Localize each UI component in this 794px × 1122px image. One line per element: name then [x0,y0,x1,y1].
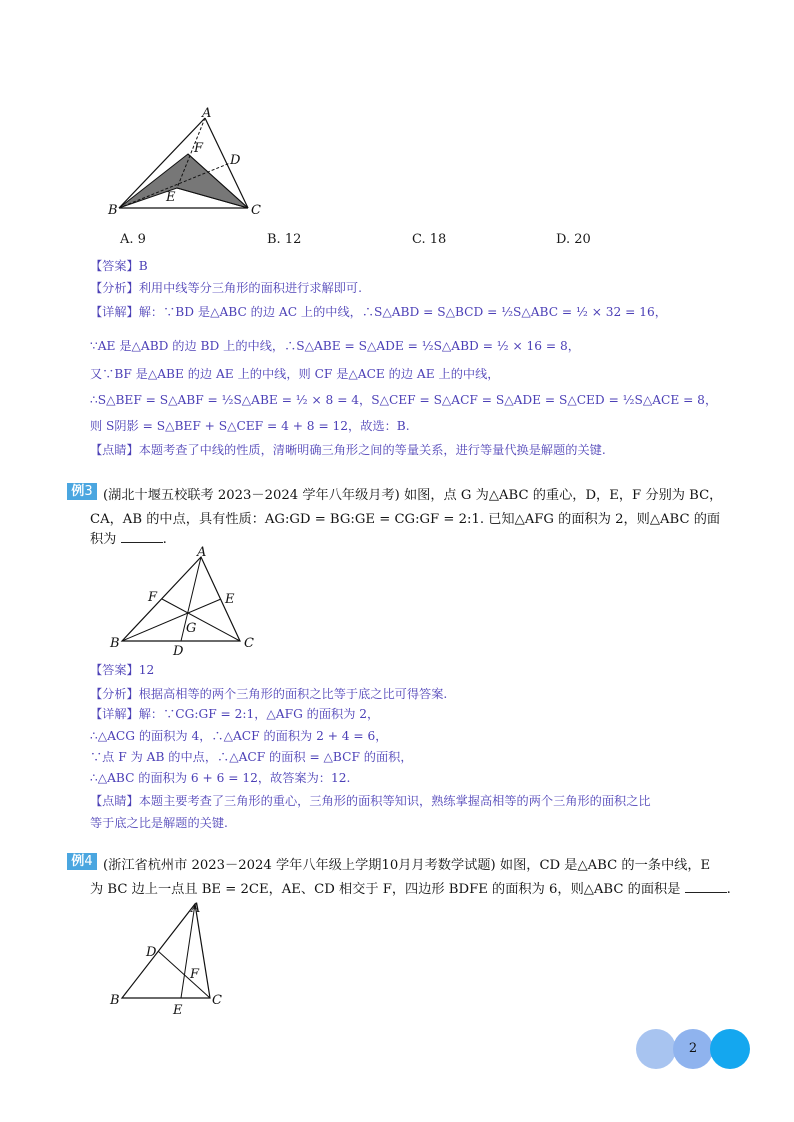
detail-line-3: ∵点 F 为 AB 的中点，∴△ACF 的面积 = △BCF 的面积， [90,750,413,764]
svg-text:B: B [108,203,118,218]
detail-line-2: ∴△ACG 的面积为 4，∴△ACF 的面积为 2 + 4 = 6， [90,729,388,743]
svg-text:A: A [202,106,212,121]
svg-text:G: G [186,621,197,636]
svg-text:E: E [166,190,176,205]
svg-text:B: B [110,636,120,651]
analysis-line: 【分析】根据高相等的两个三角形的面积之比等于底之比可得答案. [90,687,448,701]
svg-text:B: B [110,993,120,1008]
detail-line-1: 【详解】解：∵BD 是△ABC 的边 AC 上的中线，∴S△ABD = S△BCD = ½S△ABC = ½ × 32 = 16， [90,305,667,319]
detail-line-2: ∵AE 是△ABD 的边 BD 上的中线，∴S△ABE = S△ADE = ½S△ABD = ½ × 16 = 8， [90,339,580,353]
comment-line-2: 等于底之比是解题的关键. [90,816,228,830]
detail-line-4: ∴S△BEF = S△ABF = ½S△ABE = ½ × 8 = 4，S△CEF = S△ACF = S△ADE = S△CED = ½S△ACE = 8， [90,393,718,407]
comment-line-1: 【点睛】本题主要考查了三角形的重心，三角形的面积等知识，熟练掌握高相等的两个三角形的面积之比 [90,794,651,808]
svg-text:D: D [146,945,157,960]
option-d[interactable]: D. 20 [556,232,591,247]
svg-text:A: A [197,545,207,560]
svg-text:D: D [230,153,241,168]
answer-line: 【答案】12 [90,663,155,677]
problem-line-1: (浙江省杭州市 2023－2024 学年八年级上学期10月月考数学试题) 如图，CD 是△ABC 的一条中线，E [103,858,711,873]
problem-line-1: (湖北十堰五校联考 2023－2024 学年八年级月考) 如图，点 G 为△ABC 的重心，D，E，F 分别为 BC， [103,488,723,503]
detail-line-5: 则 S阴影 = S△BEF + S△CEF = 4 + 8 = 12，故选：B. [90,419,410,433]
page-circle-left [636,1029,676,1069]
svg-text:C: C [212,993,222,1008]
svg-text:E: E [225,592,235,607]
svg-text:D: D [173,644,184,659]
svg-text:F: F [190,967,200,982]
detail-line-1: 【详解】解：∵CG:GF = 2:1，△AFG 的面积为 2， [90,707,380,721]
svg-text:A: A [191,901,201,916]
page-circle-right [710,1029,750,1069]
page-number: 2 [688,1041,698,1056]
svg-text:F: F [194,141,204,156]
svg-text:E: E [173,1003,183,1018]
problem-line-3: 积为 . [90,532,167,547]
comment-line: 【点睛】本题考查了中线的性质，清晰明确三角形之间的等量关系，进行等量代换是解题的关键. [90,443,606,457]
analysis-line: 【分析】利用中线等分三角形的面积进行求解即可. [90,281,362,295]
svg-text:F: F [148,590,158,605]
option-b[interactable]: B. 12 [267,232,302,247]
problem-line-2: 为 BC 边上一点且 BE = 2CE，AE、CD 相交于 F，四边形 BDFE 的面积为 6，则△ABC 的面积是 . [90,882,731,897]
detail-line-3: 又∵BF 是△ABE 的边 AE 上的中线，则 CF 是△ACE 的边 AE 上的中线， [90,367,500,381]
example-4-badge: 例4 [67,853,97,870]
option-a[interactable]: A. 9 [120,232,146,247]
answer-line: 【答案】B [90,259,148,273]
svg-text:C: C [251,203,261,218]
option-c[interactable]: C. 18 [412,232,447,247]
problem-line-2: CA，AB 的中点，具有性质：AG:GD = BG:GE = CG:GF = 2:1. 已知△AFG 的面积为 2，则△ABC 的面 [90,512,721,527]
example-3-badge: 例3 [67,483,97,500]
detail-line-4: ∴△ABC 的面积为 6 + 6 = 12，故答案为：12. [90,771,351,785]
svg-text:C: C [244,636,254,651]
